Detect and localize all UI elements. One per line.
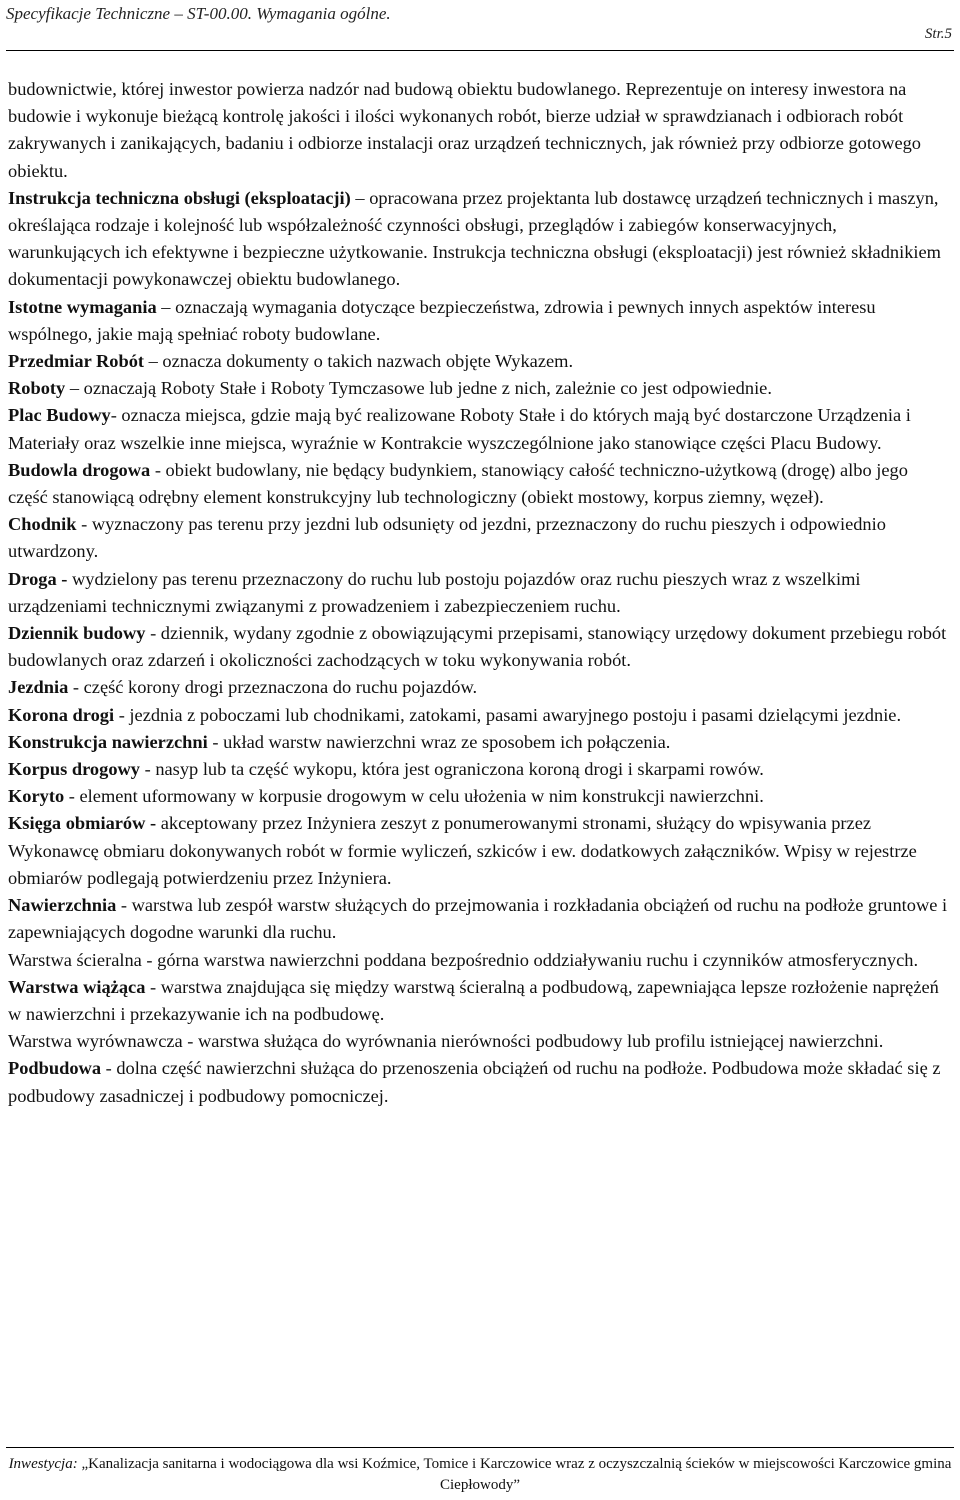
header-title: Specyfikacje Techniczne – ST-00.00. Wymagania ogólne. <box>6 4 391 23</box>
definition-paragraph <box>8 348 952 375</box>
definition-term: Korpus drogowy <box>8 759 140 780</box>
definition-paragraph <box>8 402 952 456</box>
definition-paragraph <box>8 1028 952 1055</box>
definition-term: Warstwa wiążąca <box>8 976 146 997</box>
definition-paragraph <box>8 674 952 701</box>
definition-term: Podbudowa <box>8 1058 102 1079</box>
definition-text: - obiekt budowlany, nie będący budynkiem, stanowiący całość techniczno-użytkową (drogę) albo jego część stanowiącą odrębny element konstrukcyjny lub technologiczny (obiekt mostowy, korpus ziemny, węzeł). <box>8 459 908 508</box>
definition-paragraph <box>8 566 952 620</box>
definition-term: Jezdnia <box>8 677 69 698</box>
page-number: Str.5 <box>924 26 952 42</box>
definition-paragraph <box>8 702 952 729</box>
definition-paragraph <box>8 620 952 674</box>
definition-paragraph <box>8 810 952 892</box>
definition-text: akceptowany przez Inżyniera zeszyt z ponumerowanymi stronami, służący do wpisywania przez Wykonawcę obmiaru dokonywanych robót w formie wyliczeń, szkiców i ew. dodatkowych załączników. Wpisy w rejestrze obmiarów podlegają potwierdzeniu przez Inżyniera. <box>8 813 917 888</box>
definition-paragraph <box>8 729 952 756</box>
definition-paragraph <box>8 974 952 1028</box>
definition-term: Roboty <box>8 378 66 399</box>
definition-text: – oznaczają Roboty Stałe i Roboty Tymczasowe lub jedne z nich, zależnie co jest odpowiednie. <box>65 378 772 399</box>
definition-text: - oznacza miejsca, gdzie mają być realizowane Roboty Stałe i do których mają być dostarczone Urządzenia i Materiały oraz wszelkie inne miejsca, wyraźnie w Kontrakcie wyszczególnione jako stanowiące części Placu Budowy. <box>8 405 911 453</box>
document-body <box>8 76 952 1110</box>
definition-term: Chodnik <box>8 514 77 535</box>
definition-text: - dolna część nawierzchni służąca do przenoszenia obciążeń od ruchu na podłoże. Podbudowa może składać się z podbudowy zasadniczej i podbudowy pomocniczej. <box>8 1058 941 1106</box>
definition-term: Nawierzchnia <box>8 895 117 916</box>
definition-text: - nasyp lub ta część wykopu, która jest ograniczona koroną drogi i skarpami rowów. <box>140 759 764 780</box>
definition-text: wydzielony pas terenu przeznaczony do ruchu lub postoju pojazdów oraz ruchu pieszych wraz z wszelkimi urządzeniami technicznymi związanymi z prowadzeniem i zabezpieczeniem ruchu. <box>8 568 861 616</box>
definition-paragraph <box>8 1055 952 1109</box>
definition-paragraph <box>8 756 952 783</box>
definition-text: - część korony drogi przeznaczona do ruchu pojazdów. <box>68 677 478 698</box>
definition-paragraph <box>8 375 952 402</box>
definition-paragraph <box>8 457 952 511</box>
definition-paragraph <box>8 947 952 974</box>
definition-term: Korona drogi <box>8 704 115 725</box>
definition-paragraph <box>8 511 952 565</box>
page-header <box>6 4 954 42</box>
definition-paragraph <box>8 294 952 348</box>
definition-text: Warstwa ścieralna - górna warstwa nawierzchni poddana bezpośrednio oddziaływaniu ruchu i czynników atmosferycznych. <box>8 949 919 970</box>
definition-term: Instrukcja techniczna obsługi (eksploatacji) <box>8 187 351 208</box>
definition-term: Dziennik budowy <box>8 623 146 644</box>
footer-label: Inwestycja: <box>8 1456 78 1472</box>
footer-rule <box>6 1447 954 1448</box>
definition-text: - warstwa znajdująca się między warstwą ścieralną a podbudową, zapewniająca lepsze rozłożenie naprężeń w nawierzchni i przekazywanie ich na podbudowę. <box>8 976 939 1024</box>
definition-paragraph <box>8 892 952 946</box>
definition-paragraph <box>8 783 952 810</box>
definition-text: - jezdnia z poboczami lub chodnikami, zatokami, pasami awaryjnego postoju i pasami dzielącymi jezdnie. <box>114 704 902 725</box>
definition-term: Przedmiar Robót <box>8 351 145 372</box>
definition-text: Warstwa wyrównawcza - warstwa służąca do wyrównania nierówności podbudowy lub profilu istniejącej nawierzchni. <box>8 1031 884 1052</box>
definition-paragraph <box>8 185 952 294</box>
definition-paragraph <box>8 76 952 185</box>
definition-term: Budowla drogowa <box>8 459 151 480</box>
definition-text: - układ warstw nawierzchni wraz ze sposobem ich połączenia. <box>207 731 671 752</box>
definition-term: Konstrukcja nawierzchni <box>8 731 208 752</box>
definition-term: Plac Budowy <box>8 405 111 426</box>
definition-term: Droga - <box>8 568 68 589</box>
definition-text: – oznacza dokumenty o takich nazwach objęte Wykazem. <box>144 351 574 372</box>
definition-text: - element uformowany w korpusie drogowym w celu ułożenia w nim konstrukcji nawierzchni. <box>64 786 764 807</box>
definition-term: Koryto <box>8 786 65 807</box>
page-footer <box>6 1447 954 1496</box>
definition-text: - warstwa lub zespół warstw służących do przejmowania i rozkładania obciążeń od ruchu na podłoże gruntowe i zapewniających dogodne warunki dla ruchu. <box>8 895 948 943</box>
header-rule <box>6 50 954 51</box>
definition-term: Istotne wymagania <box>8 296 157 317</box>
definition-term: Księga obmiarów - <box>8 813 157 834</box>
definition-text: - wyznaczony pas terenu przy jezdni lub odsunięty od jezdni, przeznaczony do ruchu pieszych i odpowiednio utwardzony. <box>8 514 886 562</box>
definition-text: – opracowana przez projektanta lub dostawcę urządzeń technicznych i maszyn, określająca rodzaje i kolejność lub współzależność czynności obsługi, przeglądów i zabiegów konserwacyjnych, warunkujących ich efektywne i bezpieczne użytkowanie. Instrukcja techniczna obsługi (eksploatacji) jest również składnikiem dokumentacji powykonawczej obiektu budowlanego. <box>8 187 941 290</box>
definition-text: – oznaczają wymagania dotyczące bezpieczeństwa, zdrowia i pewnych innych aspektów interesu wspólnego, jakie mają spełniać roboty budowlane. <box>8 296 876 344</box>
definition-text: - dziennik, wydany zgodnie z obowiązującymi przepisami, stanowiący urzędowy dokument przebiegu robót budowlanych oraz zdarzeń i okoliczności zachodzących w toku wykonywania robót. <box>8 623 947 671</box>
footer-text: „Kanalizacja sanitarna i wodociągowa dla wsi Koźmice, Tomice i Karczowice wraz z oczyszczalnią ścieków w miejscowości Karczowice gmina Ciepłowody” <box>77 1456 952 1493</box>
definition-text: budownictwie, której inwestor powierza nadzór nad budową obiektu budowlanego. Reprezentuje on interesy inwestora na budowie i wykonuje bieżącą kontrolę jakości i ilości wykonanych robót, bierze udział w sprawdzianach i odbiorach robót zakrywanych i zanikających, badaniu i odbiorze instalacji oraz urządzeń technicznych, jak również przy odbiorze gotowego obiektu. <box>8 79 921 181</box>
